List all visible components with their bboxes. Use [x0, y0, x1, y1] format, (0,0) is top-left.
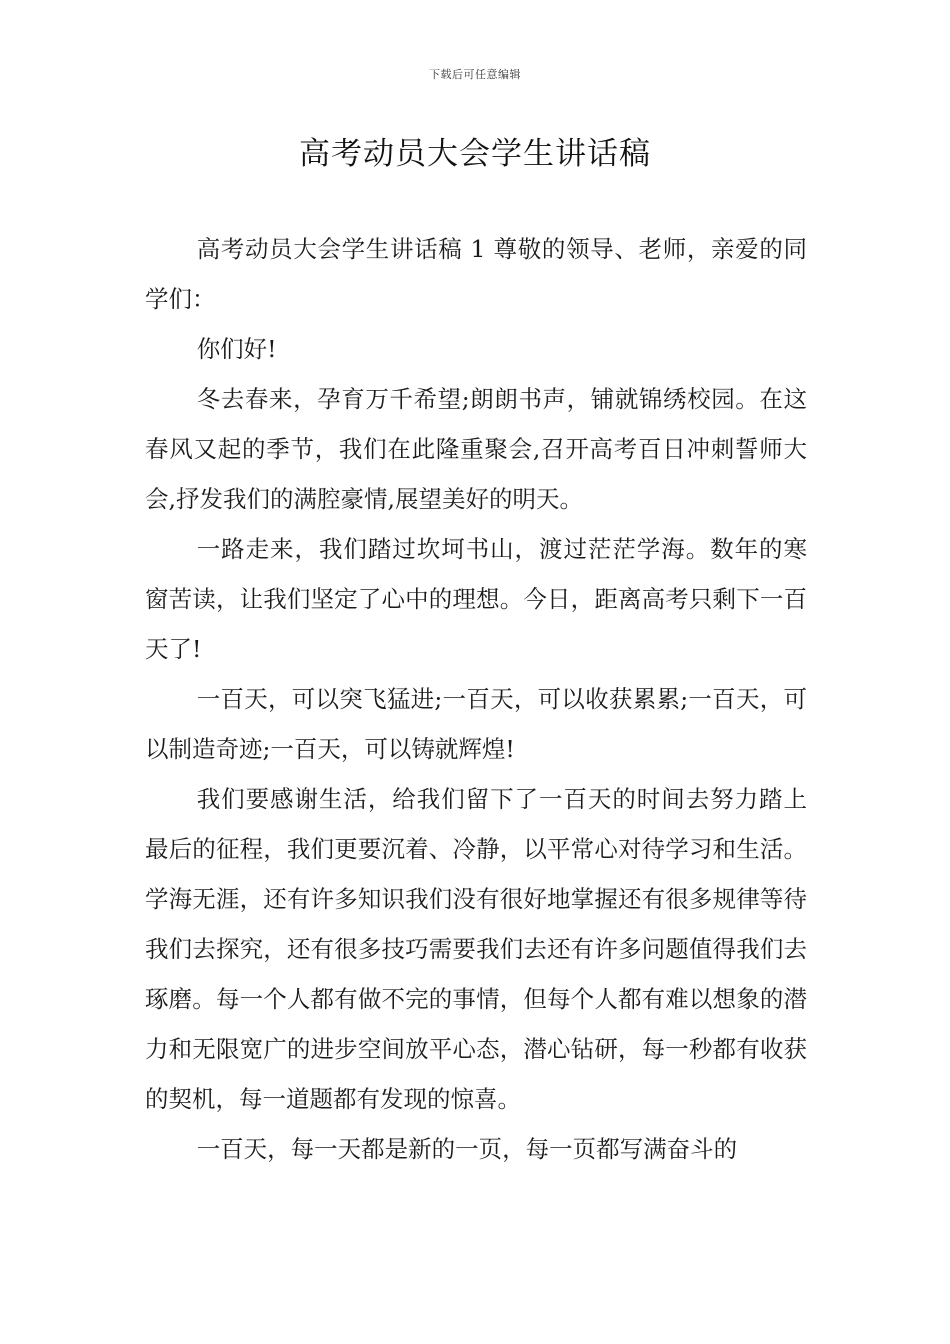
paragraph: 你们好!	[196, 335, 277, 363]
paragraph: 冬去春来，孕育万千希望;朗朗书声，铺就锦绣校园。在这春风又起的季节，我们在此隆重聚会,召开高考百日冲刺誓师大会,抒发我们的满腔豪情,展望美好的明天。	[145, 385, 807, 513]
document-title: 高考动员大会学生讲话稿	[299, 136, 651, 172]
paragraph: 一百天，每一天都是新的一页，每一页都写满奋斗的	[196, 1135, 738, 1163]
paragraph: 我们要感谢生活，给我们留下了一百天的时间去努力踏上最后的征程，我们更要沉着、冷静，以平常心对待学习和生活。学海无涯，还有许多知识我们没有很好地掌握还有很多规律等待我们去探究，还有很多技巧需要我们去还有许多问题值得我们去琢磨。每一个人都有做不完的事情，但每个人都有难以想象的潜力和无限宽广的进步空间放平心态，潜心钻研，每一秒都有收获的契机，每一道题都有发现的惊喜。	[145, 785, 807, 1113]
paragraph: 一百天，可以突飞猛进;一百天，可以收获累累;一百天，可以制造奇迹;一百天，可以铸就辉煌!	[145, 685, 807, 763]
document-body	[145, 224, 807, 1174]
header-note: 下载后可任意编辑	[429, 68, 521, 81]
paragraph: 高考动员大会学生讲话稿 1 尊敬的领导、老师，亲爱的同学们：	[145, 235, 807, 313]
paragraph: 一路走来，我们踏过坎坷书山，渡过茫茫学海。数年的寒窗苦读，让我们坚定了心中的理想。今日，距离高考只剩下一百天了!	[145, 535, 807, 663]
